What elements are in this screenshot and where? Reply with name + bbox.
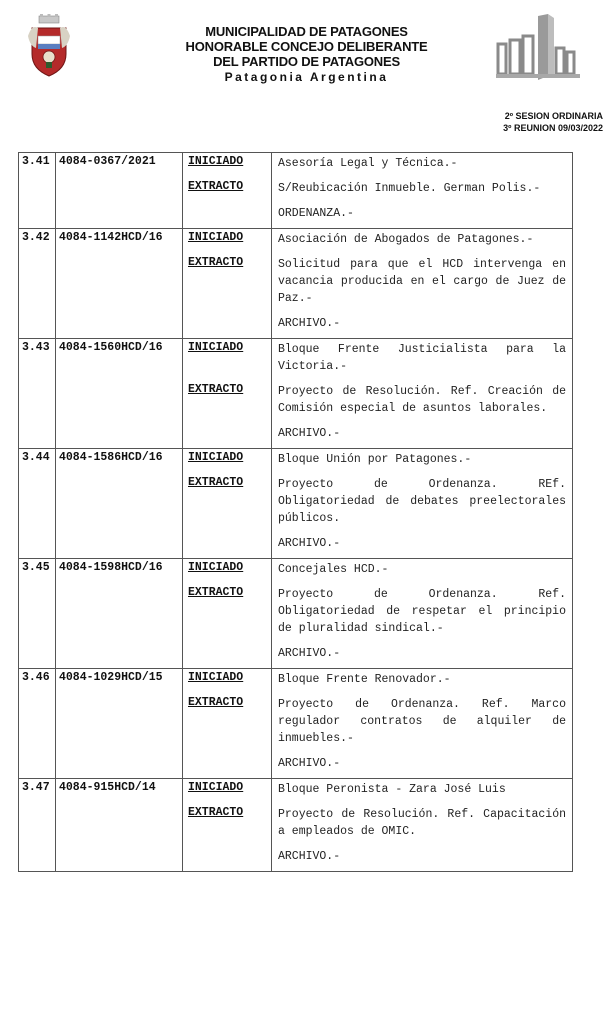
item-number: 3.43 [19, 339, 56, 449]
resolution-text: ARCHIVO.- [278, 537, 341, 550]
description-cell [272, 229, 573, 339]
description-cell [272, 153, 573, 229]
label-extracto: EXTRACTO [188, 180, 244, 193]
labels-cell [183, 229, 272, 339]
label-extracto: EXTRACTO [188, 476, 244, 489]
file-number: 4084-0367/2021 [56, 153, 183, 229]
file-number: 4084-1142HCD/16 [56, 229, 183, 339]
initiator-text: Asociación de Abogados de Patagones.- [278, 233, 534, 246]
label-iniciado: INICIADO [188, 341, 244, 354]
label-extracto: EXTRACTO [188, 256, 244, 269]
agenda-row [19, 229, 573, 339]
resolution-text: ARCHIVO.- [278, 317, 341, 330]
labels-cell [183, 449, 272, 559]
session-meeting-date: 3º REUNION 09/03/2022 [503, 123, 603, 133]
extract-text: Solicitud para que el HCD intervenga en vacancia producida en el cargo de Juez de Paz.- [278, 258, 566, 305]
resolution-text: ARCHIVO.- [278, 850, 341, 863]
labels-cell [183, 669, 272, 779]
agenda-row [19, 449, 573, 559]
agenda-table [18, 152, 573, 872]
label-iniciado: INICIADO [188, 671, 244, 684]
header-title-block [130, 24, 483, 85]
file-number: 4084-1586HCD/16 [56, 449, 183, 559]
resolution-text: ORDENANZA.- [278, 207, 354, 220]
header-line-district: DEL PARTIDO DE PATAGONES [213, 54, 400, 69]
agenda-row [19, 779, 573, 872]
file-number: 4084-1560HCD/16 [56, 339, 183, 449]
item-number: 3.42 [19, 229, 56, 339]
label-extracto: EXTRACTO [188, 383, 244, 396]
label-iniciado: INICIADO [188, 561, 244, 574]
extract-text: Proyecto de Resolución. Ref. Capacitación a empleados de OMIC. [278, 808, 566, 838]
description-cell [272, 669, 573, 779]
session-info [503, 110, 603, 134]
initiator-text: Concejales HCD.- [278, 563, 389, 576]
resolution-text: ARCHIVO.- [278, 427, 341, 440]
extract-text: Proyecto de Ordenanza. REf. Obligatoriedad de debates preelectorales públicos. [278, 478, 566, 525]
extract-text: Proyecto de Ordenanza. Ref. Marco regulador contratos de alquiler de inmuebles.- [278, 698, 566, 745]
agenda-table-body [19, 153, 573, 872]
page-header [0, 0, 613, 100]
label-extracto: EXTRACTO [188, 806, 244, 819]
item-number: 3.47 [19, 779, 56, 872]
label-extracto: EXTRACTO [188, 586, 244, 599]
file-number: 4084-1598HCD/16 [56, 559, 183, 669]
initiator-text: Bloque Frente Justicialista para la Victoria.- [278, 343, 566, 373]
description-cell [272, 339, 573, 449]
initiator-text: Bloque Unión por Patagones.- [278, 453, 472, 466]
label-extracto: EXTRACTO [188, 696, 244, 709]
label-iniciado: INICIADO [188, 451, 244, 464]
municipal-coat-of-arms-icon [26, 14, 72, 78]
item-number: 3.45 [19, 559, 56, 669]
initiator-text: Bloque Peronista - Zara José Luis [278, 783, 506, 796]
agenda-row [19, 559, 573, 669]
header-line-council: HONORABLE CONCEJO DELIBERANTE [185, 39, 428, 54]
session-ordinal: 2º SESION ORDINARIA [504, 111, 603, 121]
council-building-logo-icon [496, 14, 582, 84]
label-iniciado: INICIADO [188, 781, 244, 794]
labels-cell [183, 559, 272, 669]
description-cell [272, 559, 573, 669]
description-cell [272, 449, 573, 559]
description-cell [272, 779, 573, 872]
item-number: 3.46 [19, 669, 56, 779]
extract-text: Proyecto de Ordenanza. Ref. Obligatoriedad de respetar el principio de pluralidad sindical.- [278, 588, 566, 635]
resolution-text: ARCHIVO.- [278, 757, 341, 770]
labels-cell [183, 153, 272, 229]
label-iniciado: INICIADO [188, 155, 244, 168]
item-number: 3.44 [19, 449, 56, 559]
initiator-text: Asesoría Legal y Técnica.- [278, 157, 458, 170]
header-line-region: Patagonia Argentina [224, 70, 389, 84]
agenda-row [19, 339, 573, 449]
extract-text: Proyecto de Resolución. Ref. Creación de Comisión especial de asuntos laborales. [278, 385, 566, 415]
labels-cell [183, 339, 272, 449]
labels-cell [183, 779, 272, 872]
file-number: 4084-1029HCD/15 [56, 669, 183, 779]
agenda-row [19, 153, 573, 229]
file-number: 4084-915HCD/14 [56, 779, 183, 872]
agenda-row [19, 669, 573, 779]
extract-text: S/Reubicación Inmueble. German Polis.- [278, 182, 541, 195]
header-line-municipality: MUNICIPALIDAD DE PATAGONES [205, 24, 408, 39]
resolution-text: ARCHIVO.- [278, 647, 341, 660]
label-iniciado: INICIADO [188, 231, 244, 244]
item-number: 3.41 [19, 153, 56, 229]
initiator-text: Bloque Frente Renovador.- [278, 673, 451, 686]
